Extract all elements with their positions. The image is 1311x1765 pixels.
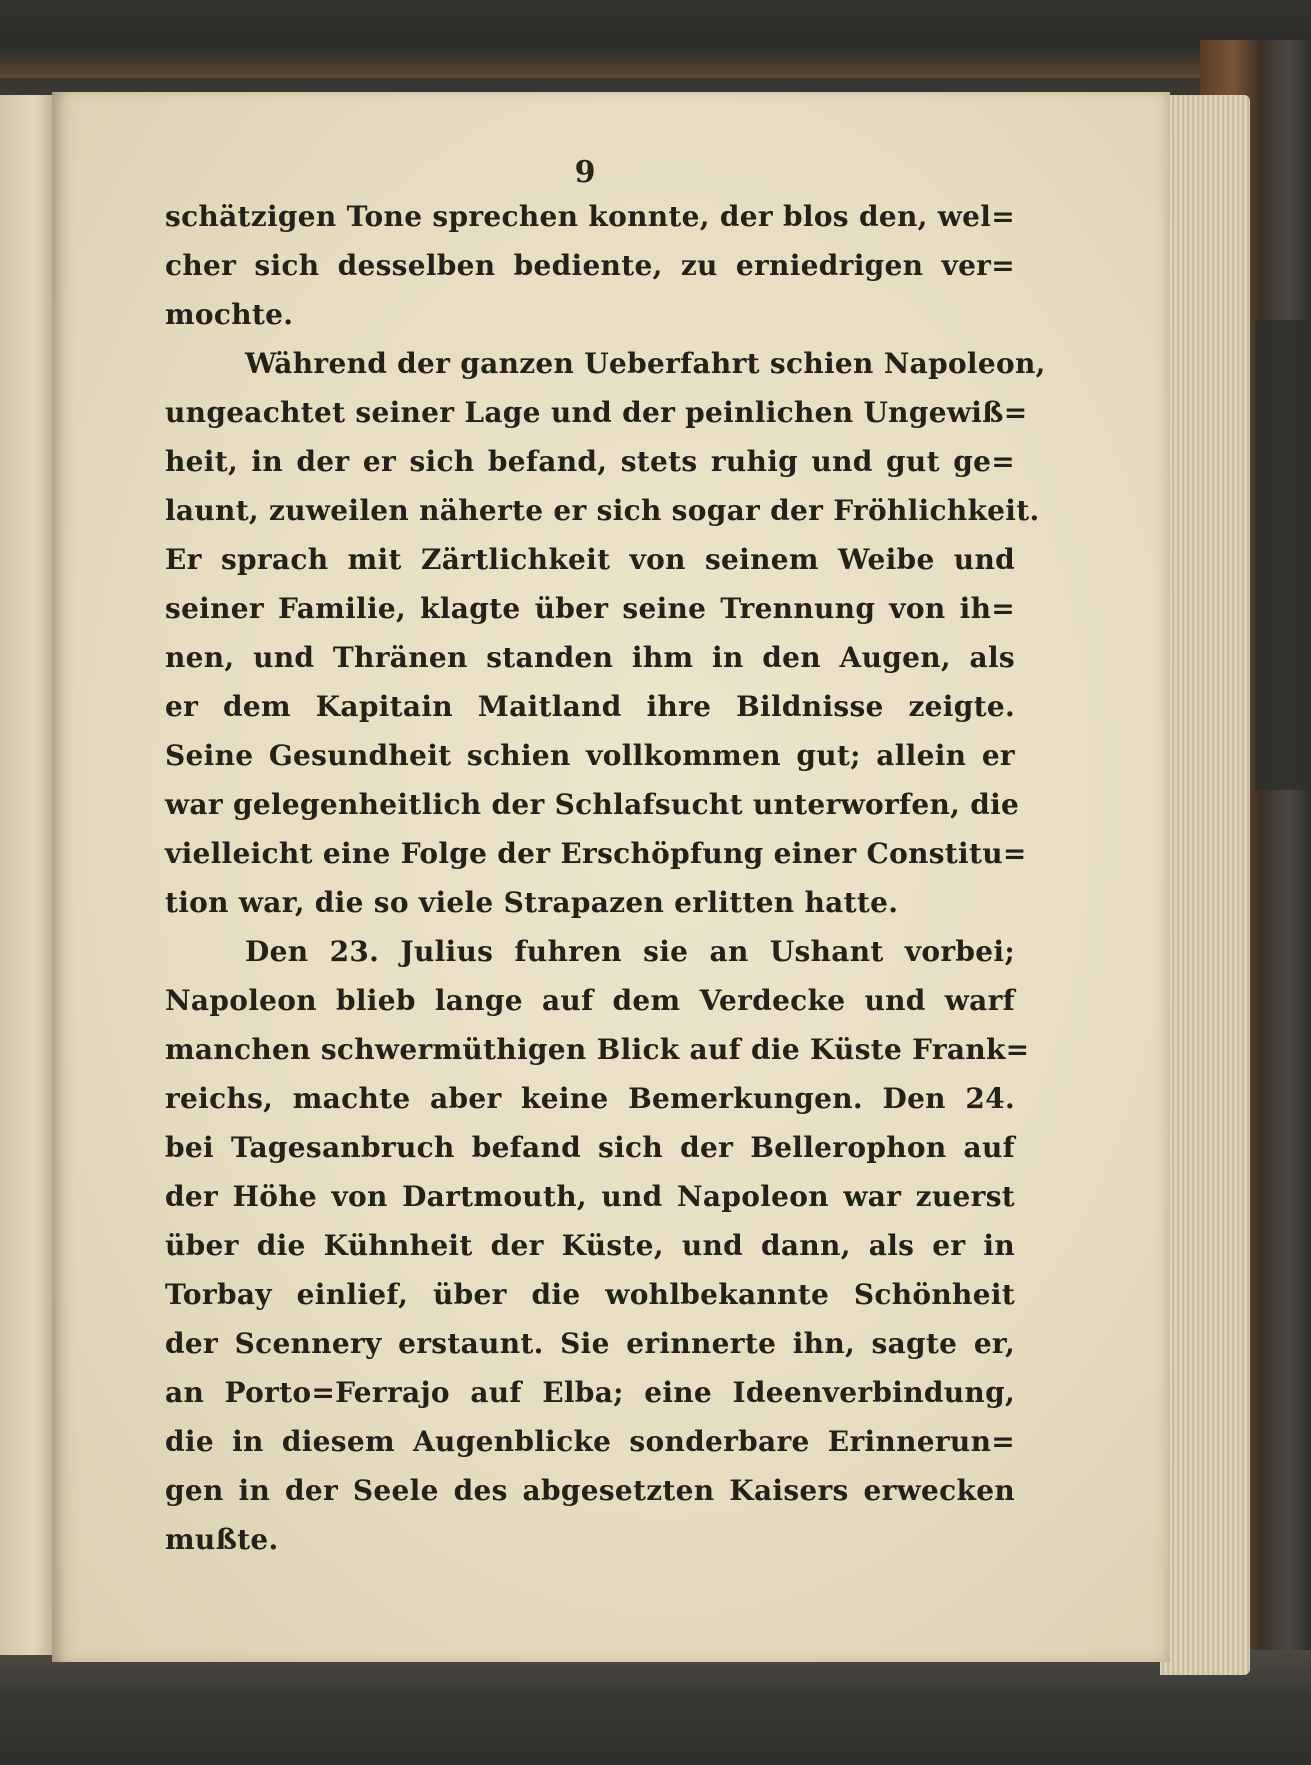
cover-patch [1255,320,1311,790]
text-line: der Höhe von Dartmouth, und Napoleon war zuerst [165,1180,1015,1213]
text-line: vielleicht eine Folge der Erschöpfung einer Constitu= [165,837,1027,870]
text-line: über die Kühnheit der Küste, und dann, als er in [165,1229,1015,1262]
text-line: an Porto=Ferrajo auf Elba; eine Ideenverbindung, [165,1376,1015,1409]
page-number: 9 [574,155,596,190]
text-line: mußte. [165,1523,279,1556]
text-line: Er sprach mit Zärtlichkeit von seinem Weibe und [165,543,1015,576]
text-line: tion war, die so viele Strapazen erlitten hatte. [165,886,899,919]
text-line: bei Tagesanbruch befand sich der Bellerophon auf [165,1131,1015,1164]
text-line: Während der ganzen Ueberfahrt schien Napoleon, [245,347,1046,380]
bottom-board [0,1650,1311,1765]
text-line: der Scennery erstaunt. Sie erinnerte ihn, sagte er, [165,1327,1015,1360]
text-line: Seine Gesundheit schien vollkommen gut; allein er [165,739,1015,772]
facing-page-edge [0,95,58,1655]
text-line: reichs, machte aber keine Bemerkungen. Den 24. [165,1082,1015,1115]
text-line: schätzigen Tone sprechen konnte, der blos den, wel= [165,200,1015,233]
top-board [0,0,1311,78]
text-line: er dem Kapitain Maitland ihre Bildnisse zeigte. [165,690,1015,723]
text-line: die in diesem Augenblicke sonderbare Erinnerun= [165,1425,1015,1458]
text-line: manchen schwermüthigen Blick auf die Küste Frank= [165,1033,1030,1066]
text-line: cher sich desselben bediente, zu erniedrigen ver= [165,249,1015,282]
text-line: Torbay einlief, über die wohlbekannte Schönheit [165,1278,1015,1311]
text-line: seiner Familie, klagte über seine Trennung von ih= [165,592,1015,625]
text-line: war gelegenheitlich der Schlafsucht unterworfen, die [165,788,1020,821]
text-line: gen in der Seele des abgesetzten Kaisers erwecken [165,1474,1015,1507]
text-line: Den 23. Julius fuhren sie an Ushant vorbei; [245,935,1015,968]
text-line: ungeachtet seiner Lage und der peinlichen Ungewiß= [165,396,1028,429]
text-line: Napoleon blieb lange auf dem Verdecke und warf [165,984,1015,1017]
text-line: nen, und Thränen standen ihm in den Augen, als [165,641,1015,674]
text-line: launt, zuweilen näherte er sich sogar der Fröhlichkeit. [165,494,1040,527]
text-line: heit, in der er sich befand, stets ruhig und gut ge= [165,445,1015,478]
text-line: mochte. [165,298,294,331]
page-text [165,192,1046,1564]
page-stack-edge [1160,95,1250,1675]
